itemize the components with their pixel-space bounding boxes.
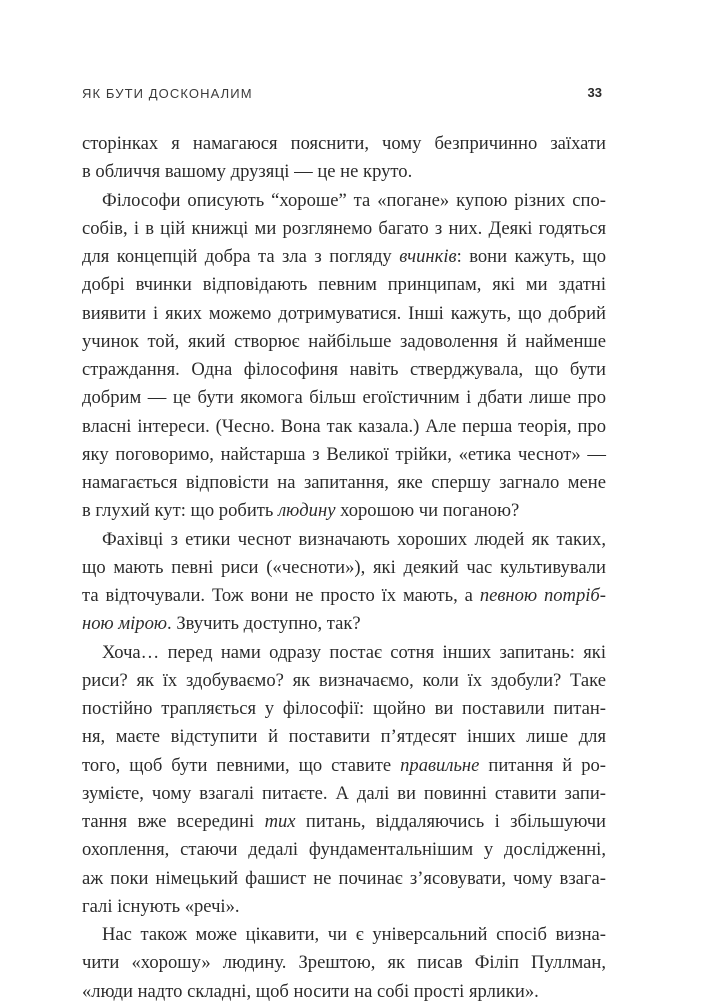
paragraph	[82, 130, 606, 187]
emphasis-text: тих	[264, 811, 296, 832]
text-segment: Філософи описують “хороше” та «погане» купою різних спо-	[102, 189, 606, 211]
text-line	[82, 978, 606, 1006]
text-segment: зумієте, чому взагалі питаєте. А далі ви повинні ставити запи-	[82, 782, 606, 804]
emphasis-text: вчинків	[399, 246, 457, 267]
running-header	[82, 86, 602, 108]
text-segment: для концепцій добра та зла з погляду	[82, 246, 400, 267]
paragraph	[82, 526, 606, 639]
text-segment: в обличчя вашому друзяці — це не круто.	[82, 161, 413, 183]
text-line	[82, 582, 606, 610]
text-segment: страждання. Одна філософиня навіть стверджувала, що бути	[82, 359, 606, 380]
text-segment: питань, віддаляючись і збільшуючи	[295, 811, 606, 832]
text-segment: та відточували. Тож вони не просто їх мають, а	[82, 585, 480, 606]
chapter-title: ЯК БУТИ ДОСКОНАЛИМ	[82, 86, 253, 101]
emphasis-text: певною потріб-	[479, 585, 606, 606]
text-segment: яку поговоримо, найстарша з Великої трійки, «етика чеснот» —	[82, 443, 606, 465]
text-line	[82, 158, 606, 186]
text-segment: тання вже всередині	[82, 811, 265, 832]
text-line	[82, 667, 606, 695]
text-line	[82, 271, 606, 299]
text-segment: Нас також може цікавити, чи є універсальний спосіб визна-	[102, 924, 606, 945]
text-line	[82, 752, 606, 780]
text-segment: риси? як їх здобуваємо? як визначаємо, коли їх здобули? Таке	[82, 669, 606, 691]
text-line	[82, 187, 606, 215]
text-segment: . Звучить доступно, так?	[167, 613, 361, 635]
text-line	[82, 949, 606, 977]
emphasis-text: ною мірою	[82, 613, 168, 635]
text-segment: в глухий кут: що робить	[82, 500, 279, 522]
text-line	[82, 893, 606, 921]
emphasis-text: людину	[278, 500, 336, 522]
text-segment: чити «хорошу» людину. Зрештою, як писав Філіп Пуллман,	[82, 952, 606, 974]
text-line	[82, 808, 606, 836]
text-line	[82, 780, 606, 808]
text-line	[82, 130, 606, 158]
text-segment: виявити і яких можемо дотримуватися. Інші кажуть, що добрий	[82, 302, 606, 324]
text-line	[82, 554, 606, 582]
paragraph	[82, 639, 606, 922]
text-segment: : вони кажуть, що	[456, 246, 607, 267]
emphasis-text: правильне	[400, 754, 480, 776]
text-line	[82, 921, 606, 949]
text-segment: «люди надто складні, щоб носити на собі прості ярлики».	[82, 980, 539, 1002]
text-segment: намагається відповісти на запитання, яке спершу загнало мене	[82, 472, 606, 493]
text-line	[82, 441, 606, 469]
text-segment: того, щоб бути певними, що ставите	[82, 754, 401, 776]
text-line	[82, 215, 606, 243]
text-line	[82, 300, 606, 328]
text-segment: Хоча… перед нами одразу постає сотня інших запитань: які	[102, 641, 606, 663]
text-segment: добрим — це бути якомога більш егоїстичним і дбати лише про	[82, 387, 606, 409]
text-line	[82, 356, 606, 384]
text-segment: добрі вчинки відповідають певним принципам, які ми здатні	[82, 274, 606, 296]
text-line	[82, 384, 606, 412]
text-segment: ня, маєте відступити й поставити п’ятдесят інших лише для	[82, 726, 606, 748]
text-segment: охоплення, стаючи дедалі фундаментальнішим у дослідженні,	[82, 839, 606, 861]
text-segment: хорошою чи поганою?	[335, 500, 520, 522]
text-line	[82, 243, 606, 271]
text-segment: постійно трапляється у філософії: щойно ви поставили питан-	[82, 698, 606, 719]
text-line	[82, 639, 606, 667]
text-segment: галі існують «речі».	[82, 895, 240, 917]
page-number: 33	[587, 85, 602, 100]
text-segment: аж поки німецький фашист не починає з’ясовувати, чому взага-	[82, 867, 606, 889]
text-segment: Фахівці з етики чеснот визначають хороших людей як таких,	[102, 528, 606, 550]
text-line	[82, 836, 606, 864]
paragraph	[82, 187, 606, 526]
text-line	[82, 469, 606, 497]
text-segment: собів, і в цій книжці ми розглянемо багато з них. Деякі годяться	[82, 217, 606, 239]
paragraph	[82, 921, 606, 1006]
body-text	[82, 130, 606, 1006]
text-segment: власні інтереси. (Чесно. Вона так казала.) Але перша теорія, про	[82, 415, 606, 437]
text-segment: питання й ро-	[479, 754, 606, 776]
text-segment: учинок той, який створює найбільше задоволення й найменше	[82, 330, 606, 352]
text-line	[82, 723, 606, 751]
text-line	[82, 865, 606, 893]
text-line	[82, 328, 606, 356]
text-segment: що мають певні риси («чесноти»), які деякий час культивували	[82, 556, 606, 578]
text-line	[82, 413, 606, 441]
text-line	[82, 610, 606, 638]
text-line	[82, 526, 606, 554]
text-line	[82, 497, 606, 525]
text-segment: сторінках я намагаюся пояснити, чому безпричинно заїхати	[82, 133, 606, 154]
text-line	[82, 695, 606, 723]
